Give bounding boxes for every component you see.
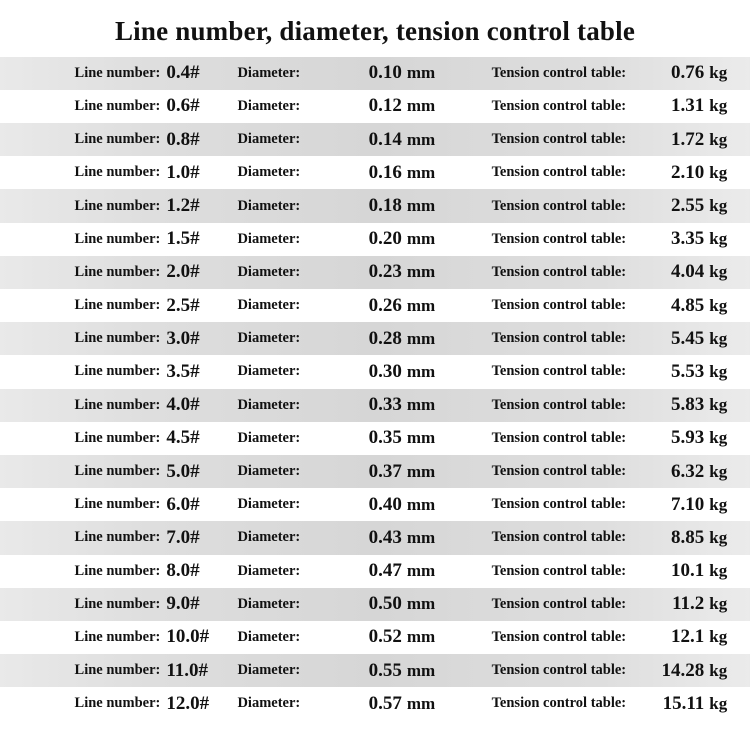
tension-unit: kg <box>709 129 728 149</box>
tension-unit: kg <box>709 262 728 282</box>
diameter-label: Diameter: <box>237 396 301 413</box>
diameter-value: 0.18 <box>368 195 402 217</box>
diameter-unit: mm <box>406 328 436 348</box>
line-number-label: Line number: <box>74 363 161 380</box>
tension-unit: kg <box>709 196 728 216</box>
tension-unit: kg <box>709 693 728 713</box>
diameter-unit: mm <box>406 693 436 713</box>
table-row <box>0 455 750 488</box>
diameter-value: 0.50 <box>368 593 402 615</box>
line-number-label: Line number: <box>74 662 161 679</box>
line-number-label: Line number: <box>74 429 161 446</box>
line-number-label: Line number: <box>74 562 161 579</box>
diameter-label: Diameter: <box>237 628 301 645</box>
diameter-label: Diameter: <box>237 230 301 247</box>
diameter-unit: mm <box>406 196 436 216</box>
table-row <box>0 322 750 355</box>
line-number-value: 9.0# <box>166 593 200 615</box>
tension-value: 5.83 <box>671 394 705 416</box>
diameter-value: 0.23 <box>368 261 402 283</box>
line-number-value: 0.8# <box>166 128 200 150</box>
diameter-unit: mm <box>406 395 436 415</box>
table-row <box>0 555 750 588</box>
diameter-value: 0.14 <box>368 128 402 150</box>
diameter-value: 0.55 <box>368 659 402 681</box>
tension-value: 0.76 <box>671 62 705 84</box>
table-row <box>0 422 750 455</box>
line-number-value: 5.0# <box>166 460 200 482</box>
tension-label: Tension control table: <box>491 662 627 679</box>
diameter-label: Diameter: <box>237 263 301 280</box>
line-number-value: 3.0# <box>166 327 200 349</box>
diameter-label: Diameter: <box>237 562 301 579</box>
line-number-value: 2.0# <box>166 261 200 283</box>
line-number-label: Line number: <box>74 97 161 114</box>
diameter-value: 0.20 <box>368 228 402 250</box>
line-number-label: Line number: <box>74 529 161 546</box>
table-row <box>0 189 750 222</box>
tension-label: Tension control table: <box>491 562 627 579</box>
table-row <box>0 156 750 189</box>
diameter-label: Diameter: <box>237 429 301 446</box>
tension-unit: kg <box>709 63 728 83</box>
tension-value: 5.93 <box>671 427 705 449</box>
line-number-label: Line number: <box>74 330 161 347</box>
line-number-label: Line number: <box>74 64 161 81</box>
line-number-value: 4.5# <box>166 427 200 449</box>
tension-value: 7.10 <box>671 493 705 515</box>
tension-value: 4.04 <box>671 261 705 283</box>
tension-unit: kg <box>709 594 728 614</box>
table-row <box>0 256 750 289</box>
line-number-value: 1.2# <box>166 195 200 217</box>
tension-unit: kg <box>709 328 728 348</box>
diameter-value: 0.16 <box>368 161 402 183</box>
diameter-label: Diameter: <box>237 297 301 314</box>
tension-unit: kg <box>709 96 728 116</box>
tension-value: 8.85 <box>671 526 705 548</box>
diameter-label: Diameter: <box>237 695 301 712</box>
tension-label: Tension control table: <box>491 595 627 612</box>
line-number-label: Line number: <box>74 230 161 247</box>
tension-value: 2.55 <box>671 195 705 217</box>
diameter-value: 0.35 <box>368 427 402 449</box>
diameter-label: Diameter: <box>237 197 301 214</box>
tension-unit: kg <box>709 660 728 680</box>
table-row <box>0 90 750 123</box>
diameter-unit: mm <box>406 527 436 547</box>
diameter-unit: mm <box>406 229 436 249</box>
tension-value: 6.32 <box>671 460 705 482</box>
line-number-label: Line number: <box>74 628 161 645</box>
tension-unit: kg <box>709 395 728 415</box>
line-number-label: Line number: <box>74 263 161 280</box>
tension-unit: kg <box>709 295 728 315</box>
diameter-label: Diameter: <box>237 363 301 380</box>
tension-label: Tension control table: <box>491 363 627 380</box>
diameter-unit: mm <box>406 627 436 647</box>
diameter-value: 0.33 <box>368 394 402 416</box>
line-number-value: 7.0# <box>166 526 200 548</box>
diameter-unit: mm <box>406 361 436 381</box>
tension-unit: kg <box>709 229 728 249</box>
diameter-value: 0.47 <box>368 560 402 582</box>
tension-unit: kg <box>709 627 728 647</box>
line-number-value: 6.0# <box>166 493 200 515</box>
line-number-value: 1.5# <box>166 228 200 250</box>
table-row <box>0 289 750 322</box>
diameter-value: 0.52 <box>368 626 402 648</box>
tension-label: Tension control table: <box>491 263 627 280</box>
line-number-label: Line number: <box>74 197 161 214</box>
tension-value: 12.1 <box>671 626 705 648</box>
diameter-value: 0.37 <box>368 460 402 482</box>
line-number-label: Line number: <box>74 695 161 712</box>
diameter-label: Diameter: <box>237 97 301 114</box>
table-row <box>0 223 750 256</box>
diameter-unit: mm <box>406 63 436 83</box>
line-number-value: 2.5# <box>166 294 200 316</box>
line-number-value: 11.0# <box>166 659 209 681</box>
diameter-unit: mm <box>406 561 436 581</box>
tension-label: Tension control table: <box>491 197 627 214</box>
tension-label: Tension control table: <box>491 429 627 446</box>
line-number-value: 12.0# <box>166 692 210 714</box>
table-row <box>0 488 750 521</box>
diameter-unit: mm <box>406 96 436 116</box>
tension-label: Tension control table: <box>491 297 627 314</box>
table-row <box>0 123 750 156</box>
diameter-value: 0.28 <box>368 327 402 349</box>
tension-unit: kg <box>709 527 728 547</box>
tension-unit: kg <box>709 461 728 481</box>
diameter-unit: mm <box>406 660 436 680</box>
diameter-label: Diameter: <box>237 595 301 612</box>
line-number-value: 0.6# <box>166 95 200 117</box>
tension-value: 4.85 <box>671 294 705 316</box>
diameter-value: 0.43 <box>368 526 402 548</box>
line-number-label: Line number: <box>74 396 161 413</box>
line-number-value: 8.0# <box>166 560 200 582</box>
diameter-label: Diameter: <box>237 463 301 480</box>
table-row <box>0 687 750 720</box>
tension-label: Tension control table: <box>491 230 627 247</box>
table-row <box>0 654 750 687</box>
tension-label: Tension control table: <box>491 131 627 148</box>
table-row <box>0 621 750 654</box>
diameter-label: Diameter: <box>237 131 301 148</box>
tension-value: 10.1 <box>671 560 705 582</box>
line-number-value: 1.0# <box>166 161 200 183</box>
diameter-unit: mm <box>406 262 436 282</box>
tension-label: Tension control table: <box>491 695 627 712</box>
line-number-value: 4.0# <box>166 394 200 416</box>
tension-label: Tension control table: <box>491 463 627 480</box>
tension-label: Tension control table: <box>491 628 627 645</box>
tension-value: 1.31 <box>671 95 705 117</box>
tension-label: Tension control table: <box>491 529 627 546</box>
line-number-value: 0.4# <box>166 62 200 84</box>
page-title: Line number, diameter, tension control table <box>114 16 636 46</box>
diameter-value: 0.12 <box>368 95 402 117</box>
tension-value: 14.28 <box>661 659 705 681</box>
diameter-value: 0.40 <box>368 493 402 515</box>
diameter-unit: mm <box>406 162 436 182</box>
diameter-value: 0.57 <box>368 692 402 714</box>
line-number-label: Line number: <box>74 496 161 513</box>
diameter-unit: mm <box>406 494 436 514</box>
tension-label: Tension control table: <box>491 496 627 513</box>
table-row <box>0 588 750 621</box>
line-number-value: 3.5# <box>166 360 200 382</box>
tension-label: Tension control table: <box>491 64 627 81</box>
tension-unit: kg <box>709 561 728 581</box>
tension-value: 5.53 <box>671 360 705 382</box>
diameter-label: Diameter: <box>237 662 301 679</box>
tension-value: 2.10 <box>671 161 705 183</box>
diameter-label: Diameter: <box>237 330 301 347</box>
line-number-label: Line number: <box>74 595 161 612</box>
diameter-unit: mm <box>406 295 436 315</box>
tension-unit: kg <box>709 428 728 448</box>
tension-value: 15.11 <box>662 692 705 714</box>
tension-label: Tension control table: <box>491 396 627 413</box>
tension-value: 11.2 <box>672 593 705 615</box>
table-row <box>0 389 750 422</box>
line-number-value: 10.0# <box>166 626 210 648</box>
line-number-label: Line number: <box>74 164 161 181</box>
diameter-unit: mm <box>406 428 436 448</box>
line-number-label: Line number: <box>74 131 161 148</box>
tension-unit: kg <box>709 361 728 381</box>
tension-label: Tension control table: <box>491 164 627 181</box>
line-number-label: Line number: <box>74 297 161 314</box>
tension-unit: kg <box>709 494 728 514</box>
diameter-label: Diameter: <box>237 496 301 513</box>
table-row <box>0 521 750 554</box>
tension-label: Tension control table: <box>491 97 627 114</box>
diameter-unit: mm <box>406 461 436 481</box>
line-number-label: Line number: <box>74 463 161 480</box>
diameter-unit: mm <box>406 129 436 149</box>
diameter-unit: mm <box>406 594 436 614</box>
spec-table <box>0 57 750 721</box>
tension-value: 5.45 <box>671 327 705 349</box>
tension-unit: kg <box>709 162 728 182</box>
table-row <box>0 57 750 90</box>
diameter-label: Diameter: <box>237 529 301 546</box>
diameter-value: 0.30 <box>368 360 402 382</box>
diameter-value: 0.26 <box>368 294 402 316</box>
table-row <box>0 355 750 388</box>
tension-value: 1.72 <box>671 128 705 150</box>
diameter-label: Diameter: <box>237 64 301 81</box>
diameter-label: Diameter: <box>237 164 301 181</box>
tension-value: 3.35 <box>671 228 705 250</box>
tension-label: Tension control table: <box>491 330 627 347</box>
diameter-value: 0.10 <box>368 62 402 84</box>
